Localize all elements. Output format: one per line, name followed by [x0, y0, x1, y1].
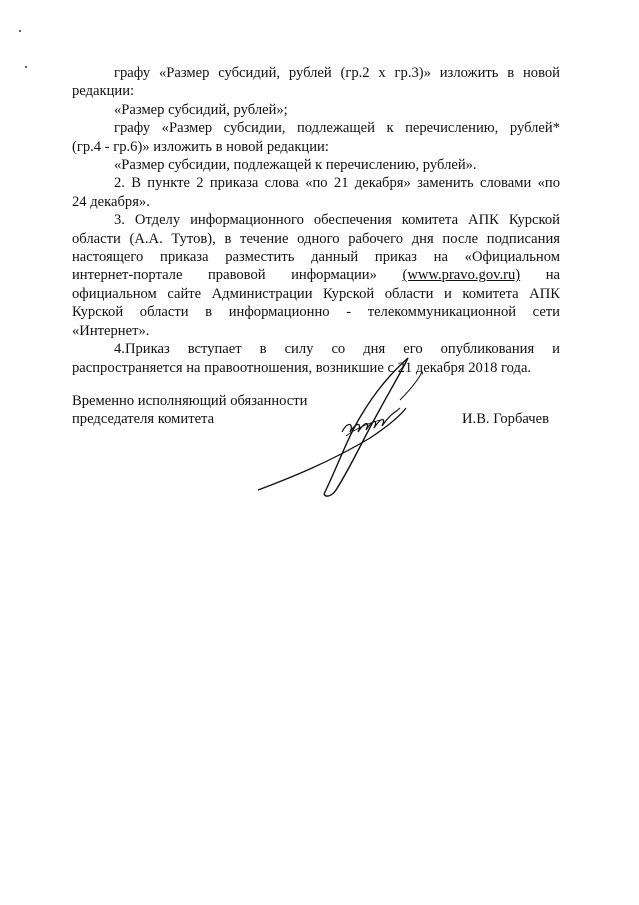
- body-line: «Размер субсидий, рублей»;: [114, 101, 288, 118]
- body-text: интернет-портале правовой информации»: [72, 267, 377, 284]
- body-line: распространяется на правоотношения, возникшие с 21 декабря 2018 года.: [72, 359, 532, 376]
- body-line: 2. В пункте 2 приказа слова «по 21 декабря» заменить словами «по: [114, 175, 560, 192]
- signatory-name: И.В. Горбачев: [462, 411, 549, 427]
- pravo-gov-link[interactable]: (www.pravo.gov.ru): [402, 267, 521, 284]
- body-line: 4.Приказ вступает в силу со дня его опубликования и: [114, 341, 560, 358]
- document-body: [72, 64, 560, 377]
- body-line: «Размер субсидии, подлежащей к перечислению, рублей».: [114, 157, 477, 174]
- body-line: Курской области в информационно - телекоммуникационной сети: [72, 304, 560, 321]
- body-line: области (А.А. Тутов), в течение одного рабочего дня после подписания: [72, 230, 560, 247]
- scan-speck: [25, 66, 27, 68]
- position-line: председателя комитета: [72, 411, 215, 427]
- signature-stroke: [342, 408, 400, 432]
- body-line: графу «Размер субсидий, рублей (гр.2 х гр.3)» изложить в новой: [114, 65, 560, 81]
- body-line: «Интернет».: [72, 322, 150, 339]
- body-text: на: [545, 267, 560, 284]
- body-line-with-link: [72, 266, 560, 284]
- handwritten-signature: [250, 350, 430, 510]
- position-line: Временно исполняющий обязанности: [72, 393, 308, 409]
- signature-stroke: [324, 358, 408, 496]
- body-line: редакции:: [72, 83, 135, 100]
- scan-speck: [19, 30, 21, 32]
- body-line: настоящего приказа разместить данный приказ на «Официальном: [72, 249, 560, 266]
- body-line: графу «Размер субсидии, подлежащей к перечислению, рублей*: [114, 120, 560, 137]
- signature-stroke: [400, 372, 422, 400]
- body-line: 3. Отделу информационного обеспечения комитета АПК Курской: [114, 212, 560, 229]
- body-line: (гр.4 - гр.6)» изложить в новой редакции:: [72, 138, 329, 155]
- body-line: официальном сайте Администрации Курской области и комитета АПК: [72, 285, 560, 302]
- body-line: 24 декабря».: [72, 193, 150, 210]
